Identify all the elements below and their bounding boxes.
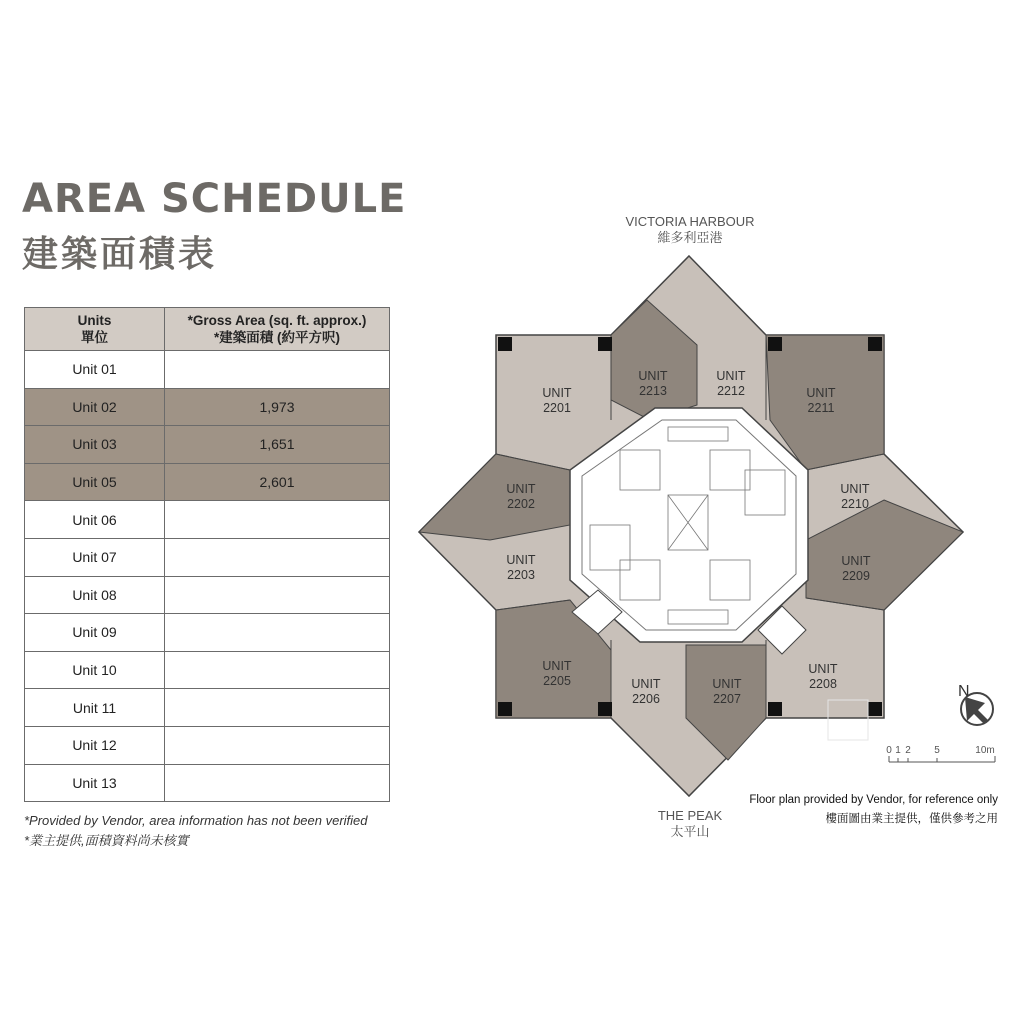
- unit-label-line1: UNIT: [841, 554, 871, 568]
- unit-cell: Unit 10: [25, 651, 165, 689]
- unit-cell: Unit 03: [25, 426, 165, 464]
- scale-tick-2: 2: [905, 745, 911, 756]
- scale-tick-10m: 10m: [975, 745, 995, 756]
- unit-label-number: 2207: [713, 692, 741, 706]
- gross-area-cell: 1,973: [165, 388, 390, 426]
- area-header-en: *Gross Area (sq. ft. approx.): [187, 313, 367, 328]
- unit-label-number: 2205: [543, 674, 571, 688]
- unit-label-number: 2201: [543, 401, 571, 415]
- unit-2202-floor: [419, 454, 570, 540]
- unit-label-number: 2211: [807, 401, 835, 415]
- unit-label-line1: UNIT: [506, 482, 536, 496]
- victoria-harbour-label: VICTORIA HARBOUR: [625, 214, 755, 229]
- unit-cell: Unit 02: [25, 388, 165, 426]
- unit-label-line1: UNIT: [542, 659, 572, 673]
- unit-label-line1: UNIT: [840, 482, 870, 496]
- the-peak-label: THE PEAK: [657, 808, 723, 823]
- area-header-zh: *建築面積 (約平方呎): [214, 330, 340, 345]
- scale-labels: [886, 745, 995, 756]
- unit-label-line1: UNIT: [631, 677, 661, 691]
- unit-cell: Unit 13: [25, 764, 165, 802]
- unit-label-number: 2212: [717, 384, 745, 398]
- verification-note: *Provided by Vendor, area information has not been verified: [24, 813, 368, 828]
- unit-cell: Unit 05: [25, 463, 165, 501]
- units-header-zh: 單位: [81, 330, 108, 345]
- unit-label-number: 2209: [842, 569, 870, 583]
- units-header-en: Units: [77, 313, 112, 328]
- gross-area-cell: 2,601: [165, 463, 390, 501]
- unit-label-number: 2206: [632, 692, 660, 706]
- unit-label-line1: UNIT: [506, 553, 536, 567]
- unit-label-line1: UNIT: [542, 386, 572, 400]
- unit-label-line1: UNIT: [712, 677, 742, 691]
- scale-tick-1: 1: [895, 745, 901, 756]
- unit-cell: Unit 11: [25, 689, 165, 727]
- verification-note-chinese: *業主提供,面積資料尚未核實: [24, 833, 189, 848]
- unit-label-number: 2202: [507, 497, 535, 511]
- unit-label-line1: UNIT: [808, 662, 838, 676]
- unit-label-line1: UNIT: [716, 369, 746, 383]
- page-title: AREA SCHEDULE: [22, 176, 407, 222]
- unit-cell: Unit 09: [25, 614, 165, 652]
- unit-cell: Unit 12: [25, 726, 165, 764]
- unit-cell: Unit 08: [25, 576, 165, 614]
- gross-area-cell: 1,651: [165, 426, 390, 464]
- unit-label-line1: UNIT: [806, 386, 836, 400]
- floor-plan-credit: Floor plan provided by Vendor, for reference only: [749, 794, 998, 806]
- compass-icon: [958, 683, 993, 725]
- page-title-chinese: 建築面積表: [22, 234, 218, 275]
- unit-cell: Unit 01: [25, 351, 165, 389]
- unit-label-number: 2203: [507, 568, 535, 582]
- scale-tick-5: 5: [934, 745, 940, 756]
- unit-label-number: 2208: [809, 677, 837, 691]
- scale-bar: [889, 756, 995, 762]
- unit-cell: Unit 06: [25, 501, 165, 539]
- unit-cell: Unit 07: [25, 538, 165, 576]
- unit-label-line1: UNIT: [638, 369, 668, 383]
- the-peak-label-chinese: 太平山: [670, 824, 710, 839]
- compass-north: N: [958, 683, 970, 700]
- victoria-harbour-label-chinese: 維多利亞港: [657, 230, 723, 245]
- scale-tick-0: 0: [886, 745, 892, 756]
- floor-plan-credit-chinese: 樓面圖由業主提供，僅供參考之用: [825, 813, 998, 825]
- unit-label-number: 2213: [639, 384, 667, 398]
- unit-label-number: 2210: [841, 497, 869, 511]
